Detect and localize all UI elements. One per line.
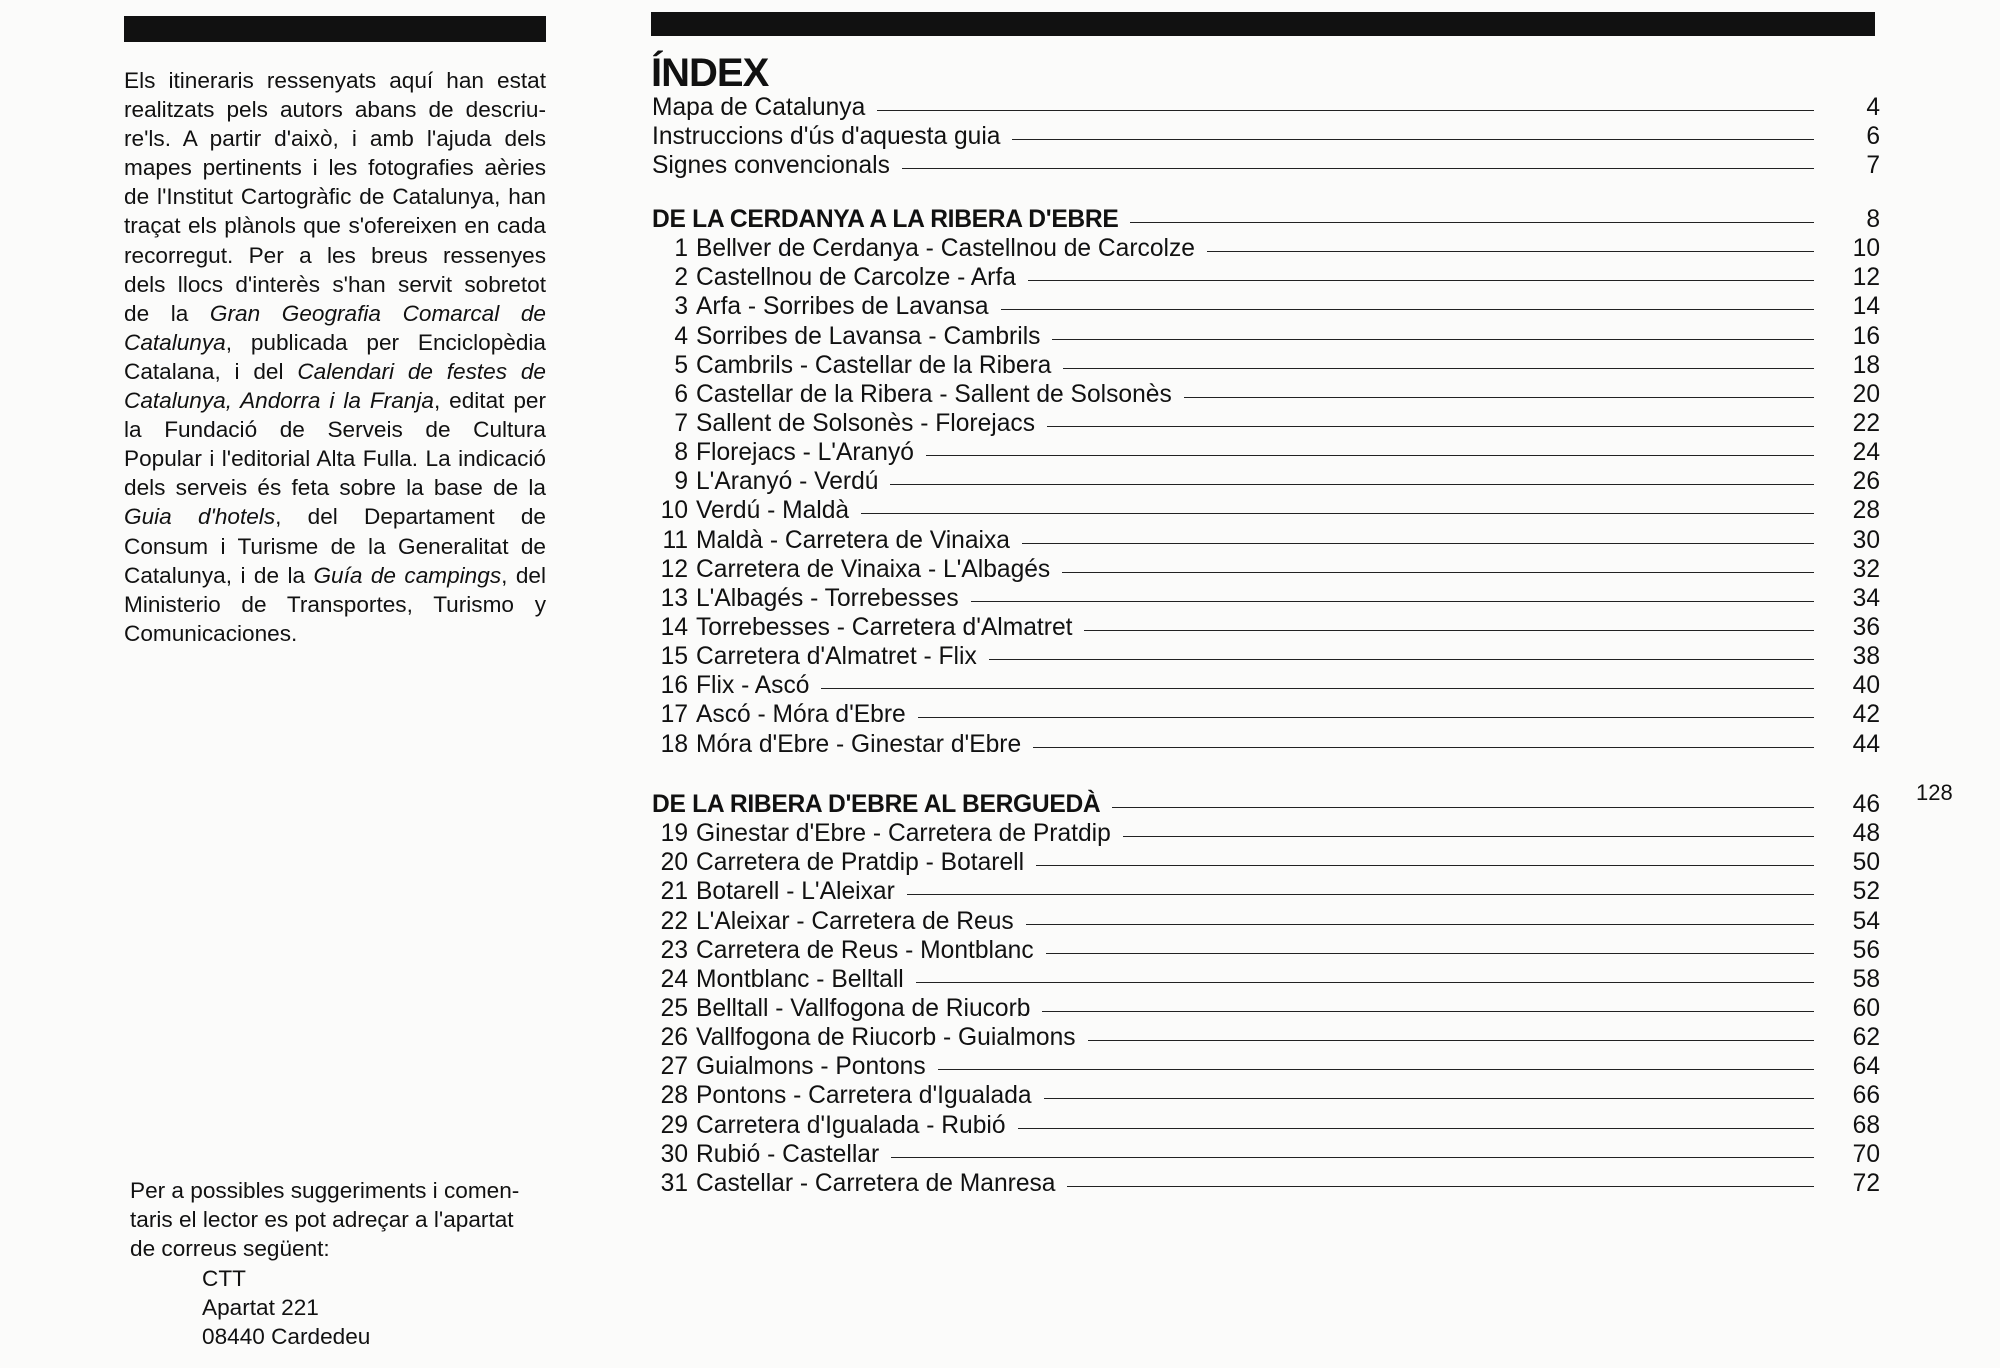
- toc-entry[interactable]: [652, 819, 1880, 848]
- toc-entry-number: 30: [660, 1140, 688, 1168]
- toc-entry-title: Carretera de Vinaixa - L'Albagés: [696, 555, 1051, 583]
- intro-italic-title: Guia d'hotels: [124, 504, 276, 530]
- toc-entry[interactable]: [652, 1140, 1880, 1169]
- toc-entry[interactable]: [652, 642, 1880, 671]
- toc-entry-number: 11: [662, 526, 688, 554]
- toc-entry[interactable]: [652, 848, 1880, 877]
- toc-entry-number: 10: [660, 497, 688, 525]
- toc-leader-line: [1012, 139, 1814, 140]
- toc-entry[interactable]: [652, 555, 1880, 584]
- toc-leader-line: [1084, 630, 1814, 631]
- toc-entry-title: Botarell - L'Aleixar: [696, 878, 895, 906]
- toc-entry-title: Vallfogona de Riucorb - Guialmons: [696, 1024, 1076, 1052]
- toc-page-number: 40: [1852, 672, 1880, 700]
- toc-entry-title: Móra d'Ebre - Ginestar d'Ebre: [696, 730, 1022, 758]
- toc-entry-number: 14: [660, 613, 688, 641]
- toc-leader-line: [1047, 426, 1814, 427]
- toc-entry-number: 23: [660, 936, 688, 964]
- toc-entry-number: 9: [674, 468, 688, 496]
- toc-entry-number: 13: [660, 584, 688, 612]
- toc-entry-title: Castellnou de Carcolze - Arfa: [696, 264, 1016, 292]
- toc-entry[interactable]: [652, 613, 1880, 642]
- intro-text: , editat per la Fundació de Serveis de Cultura Popular i l'editorial Alta Fulla. La indicació dels serveis és feta sobre la base de la: [124, 388, 547, 501]
- toc-entry[interactable]: [652, 671, 1880, 700]
- toc-entry-number: 4: [674, 322, 688, 350]
- toc-entry-title: Bellver de Cerdanya - Castellnou de Carcolze: [696, 235, 1195, 263]
- toc-entry-title: Carretera de Pratdip - Botarell: [696, 849, 1025, 877]
- toc-page-number: 32: [1852, 555, 1880, 583]
- toc-entry-number: 12: [660, 555, 688, 583]
- intro-text: , del Ministerio de Transportes, Turismo y Comunicaciones.: [124, 562, 546, 646]
- toc-entry-title: Verdú - Maldà: [696, 497, 850, 525]
- toc-leader-line: [1028, 280, 1814, 281]
- toc-page-number: 56: [1852, 936, 1880, 964]
- toc-leader-line: [1033, 747, 1814, 748]
- toc-entry[interactable]: [652, 965, 1880, 994]
- toc-entry[interactable]: [652, 409, 1880, 438]
- toc-page-number: 60: [1852, 994, 1880, 1022]
- toc-entry-number: 3: [674, 293, 688, 321]
- toc-leader-line: [926, 455, 1814, 456]
- toc-entry-number: 17: [660, 701, 688, 729]
- toc-page-number: 16: [1852, 322, 1880, 350]
- toc-leader-line: [1207, 251, 1814, 252]
- toc-entry[interactable]: [652, 292, 1880, 321]
- toc-section-2: [652, 790, 1880, 1198]
- toc-page-number: 70: [1852, 1140, 1880, 1168]
- toc-entry-title: Ginestar d'Ebre - Carretera de Pratdip: [696, 820, 1111, 848]
- toc-entry-title: Flix - Ascó: [696, 672, 810, 700]
- toc-entry[interactable]: [652, 322, 1880, 351]
- intro-text: Els itineraris ressenyats aquí han estat realitzats pels autors abans de descriure'ls. A partir d'això, i amb l'ajuda dels mapes pertinents i les fotografies aèries de l'Institut Cartogràfic de Catalunya, han traçat els plànols que s'ofereixen en cada recorregut. Per a les breus ressenyes dels llocs d'interès s'han servit sobretot de la: [124, 68, 546, 326]
- toc-leader-line: [1022, 543, 1814, 544]
- toc-entry-number: 2: [674, 264, 688, 292]
- toc-page-number: 50: [1852, 849, 1880, 877]
- contact-line: de correus següent:: [130, 1236, 330, 1262]
- toc-entry-title: Pontons - Carretera d'Igualada: [696, 1082, 1032, 1110]
- toc-page-number: 26: [1852, 468, 1880, 496]
- toc-entry[interactable]: [652, 467, 1880, 496]
- intro-paragraph: [124, 66, 546, 648]
- toc-front-matter: [652, 93, 1880, 180]
- intro-text: , publicada per Enciclopèdia Catalana, i del: [124, 329, 546, 384]
- toc-entry-title: Instruccions d'ús d'aquesta guia: [652, 123, 1001, 151]
- toc-entry-title: L'Aranyó - Verdú: [696, 468, 879, 496]
- toc-page-number: 30: [1852, 526, 1880, 554]
- toc-leader-line: [916, 982, 1814, 983]
- toc-entry[interactable]: [652, 151, 1880, 180]
- toc-page-number: 20: [1852, 380, 1880, 408]
- intro-italic-title: Gran Geografia Comarcal de Catalunya: [124, 300, 546, 355]
- toc-entry[interactable]: [652, 380, 1880, 409]
- toc-leader-line: [1001, 309, 1814, 310]
- toc-leader-line: [1026, 924, 1814, 925]
- toc-entry-title: Signes convencionals: [652, 152, 890, 180]
- right-header-bar: [651, 12, 1875, 36]
- toc-entry-number: 6: [674, 380, 688, 408]
- toc-leader-line: [971, 601, 1814, 602]
- toc-leader-line: [938, 1069, 1814, 1070]
- toc-page-number: 64: [1852, 1053, 1880, 1081]
- intro-text: , del Departament de Consum i Turisme de la Generalitat de Catalunya, i de la: [124, 504, 546, 588]
- toc-entry-title: Castellar - Carretera de Manresa: [696, 1169, 1056, 1197]
- toc-leader-line: [1184, 397, 1814, 398]
- toc-entry[interactable]: [652, 1052, 1880, 1081]
- toc-leader-line: [1067, 1186, 1814, 1187]
- contact-line: Per a possibles suggeriments i comen-: [130, 1178, 520, 1203]
- toc-entry-title: Sallent de Solsonès - Florejacs: [696, 409, 1036, 437]
- toc-entry-title: Guialmons - Pontons: [696, 1053, 926, 1081]
- toc-entry-title: Carretera de Reus - Montblanc: [696, 936, 1034, 964]
- toc-entry[interactable]: [652, 351, 1880, 380]
- toc-page-number: 66: [1852, 1082, 1880, 1110]
- toc-leader-line: [918, 717, 1814, 718]
- toc-page-number: 10: [1852, 235, 1880, 263]
- toc-page-number: 7: [1866, 152, 1880, 180]
- toc-leader-line: [861, 513, 1814, 514]
- toc-entry-title: Cambrils - Castellar de la Ribera: [696, 351, 1052, 379]
- toc-entry-title: L'Aleixar - Carretera de Reus: [696, 907, 1014, 935]
- toc-entry[interactable]: [652, 936, 1880, 965]
- toc-leader-line: [1063, 368, 1814, 369]
- toc-entry[interactable]: [652, 994, 1880, 1023]
- toc-page-number: 48: [1852, 820, 1880, 848]
- toc-section-heading[interactable]: [652, 790, 1880, 819]
- toc-page-number: 62: [1852, 1024, 1880, 1052]
- toc-section-title: DE LA RIBERA D'EBRE AL BERGUEDÀ: [652, 791, 1101, 818]
- toc-section-1: [652, 205, 1880, 759]
- toc-entry-number: 24: [660, 965, 688, 993]
- toc-page-number: 18: [1852, 351, 1880, 379]
- toc-page-number: 22: [1852, 409, 1880, 437]
- toc-entry-number: 19: [660, 820, 688, 848]
- toc-entry-title: Carretera d'Igualada - Rubió: [696, 1111, 1006, 1139]
- toc-entry-title: Florejacs - L'Aranyó: [696, 439, 914, 467]
- toc-page-number: 72: [1852, 1169, 1880, 1197]
- toc-entry[interactable]: [652, 1169, 1880, 1198]
- toc-entry[interactable]: [652, 730, 1880, 759]
- toc-entry[interactable]: [652, 907, 1880, 936]
- toc-page-number: 12: [1852, 264, 1880, 292]
- toc-entry[interactable]: [652, 1111, 1880, 1140]
- toc-entry-title: Torrebesses - Carretera d'Almatret: [696, 613, 1073, 641]
- toc-leader-line: [1052, 339, 1814, 340]
- contact-line: taris el lector es pot adreçar a l'apartat: [130, 1207, 514, 1233]
- toc-entry[interactable]: [652, 1081, 1880, 1110]
- toc-entry-number: 15: [660, 643, 688, 671]
- toc-page-number: 8: [1866, 206, 1880, 233]
- toc-entry-number: 5: [674, 351, 688, 379]
- address-line: CTT: [202, 1265, 246, 1291]
- toc-page-number: 68: [1852, 1111, 1880, 1139]
- toc-entry[interactable]: [652, 526, 1880, 555]
- toc-leader-line: [1018, 1128, 1814, 1129]
- toc-page-number: 54: [1852, 907, 1880, 935]
- toc-entry[interactable]: [652, 700, 1880, 729]
- toc-page-number: 14: [1852, 293, 1880, 321]
- toc-entry-number: 1: [674, 235, 688, 263]
- toc-entry[interactable]: [652, 877, 1880, 906]
- toc-entry-number: 18: [660, 730, 688, 758]
- toc-page-number: 24: [1852, 439, 1880, 467]
- toc-entry-number: 20: [660, 849, 688, 877]
- toc-section-heading[interactable]: [652, 205, 1880, 234]
- toc-leader-line: [1046, 953, 1814, 954]
- toc-entry-number: 16: [660, 672, 688, 700]
- toc-entry-number: 8: [674, 439, 688, 467]
- toc-entry[interactable]: [652, 234, 1880, 263]
- toc-leader-line: [877, 110, 1814, 111]
- toc-entry-number: 29: [660, 1111, 688, 1139]
- page-number: 128: [1916, 780, 1953, 805]
- toc-entry[interactable]: [652, 263, 1880, 292]
- toc-page-number: 58: [1852, 965, 1880, 993]
- toc-page-number: 4: [1866, 94, 1880, 121]
- toc-entry-title: Sorribes de Lavansa - Cambrils: [696, 322, 1041, 350]
- toc-page-number: 42: [1852, 701, 1880, 729]
- toc-entry[interactable]: [652, 438, 1880, 467]
- toc-leader-line: [1044, 1098, 1814, 1099]
- toc-entry-title: Ascó - Móra d'Ebre: [696, 701, 906, 729]
- address-line: 08440 Cardedeu: [202, 1324, 371, 1350]
- toc-entry-title: Rubió - Castellar: [696, 1140, 880, 1168]
- toc-page-number: 44: [1852, 730, 1880, 758]
- toc-entry-title: Carretera d'Almatret - Flix: [696, 643, 977, 671]
- toc-entry[interactable]: [652, 1023, 1880, 1052]
- contact-block: [130, 1176, 550, 1351]
- left-header-bar: [124, 16, 546, 42]
- toc-entry-title: Castellar de la Ribera - Sallent de Solsonès: [696, 380, 1172, 408]
- toc-leader-line: [907, 894, 1814, 895]
- toc-entry[interactable]: [652, 584, 1880, 613]
- toc-entry-number: 21: [660, 878, 688, 906]
- toc-page-number: 38: [1852, 643, 1880, 671]
- toc-leader-line: [1036, 865, 1814, 866]
- toc-leader-line: [1042, 1011, 1814, 1012]
- toc-entry-number: 31: [660, 1169, 688, 1197]
- toc-entry-title: Belltall - Vallfogona de Riucorb: [696, 994, 1031, 1022]
- toc-entry[interactable]: [652, 496, 1880, 525]
- toc-leader-line: [989, 659, 1814, 660]
- toc-leader-line: [1123, 836, 1814, 837]
- toc-leader-line: [1112, 807, 1814, 808]
- toc-page-number: 6: [1866, 123, 1880, 151]
- toc-entry-title: Maldà - Carretera de Vinaixa: [696, 526, 1010, 554]
- toc-entry-number: 26: [660, 1024, 688, 1052]
- intro-italic-title: Guía de campings: [313, 562, 502, 588]
- address-line: Apartat 221: [202, 1294, 319, 1320]
- toc-entry-title: L'Albagés - Torrebesses: [696, 584, 959, 612]
- toc-entry-title: Montblanc - Belltall: [696, 965, 904, 993]
- toc-page-number: 34: [1852, 584, 1880, 612]
- toc-entry-number: 22: [660, 907, 688, 935]
- toc-leader-line: [1130, 222, 1814, 223]
- toc-leader-line: [891, 1157, 1814, 1158]
- toc-page-number: 46: [1852, 791, 1880, 818]
- toc-section-title: DE LA CERDANYA A LA RIBERA D'EBRE: [652, 206, 1119, 233]
- toc-leader-line: [821, 688, 1814, 689]
- toc-entry-title: Mapa de Catalunya: [652, 94, 866, 121]
- toc-leader-line: [1062, 572, 1814, 573]
- toc-entry-number: 25: [660, 994, 688, 1022]
- toc-leader-line: [890, 484, 1814, 485]
- toc-entry-number: 7: [674, 409, 688, 437]
- intro-italic-title: Calendari de festes de Catalunya, Andorra i la Franja: [124, 358, 546, 414]
- toc-leader-line: [1088, 1040, 1814, 1041]
- toc-page-number: 52: [1852, 878, 1880, 906]
- toc-entry-number: 28: [660, 1082, 688, 1110]
- toc-page-number: 28: [1852, 497, 1880, 525]
- toc-entry-number: 27: [660, 1053, 688, 1081]
- toc-leader-line: [902, 168, 1814, 169]
- toc-page-number: 36: [1852, 613, 1880, 641]
- toc-entry-title: Arfa - Sorribes de Lavansa: [696, 293, 989, 321]
- page-title: ÍNDEX: [651, 51, 769, 95]
- toc-entry[interactable]: [652, 122, 1880, 151]
- toc-entry[interactable]: [652, 93, 1880, 122]
